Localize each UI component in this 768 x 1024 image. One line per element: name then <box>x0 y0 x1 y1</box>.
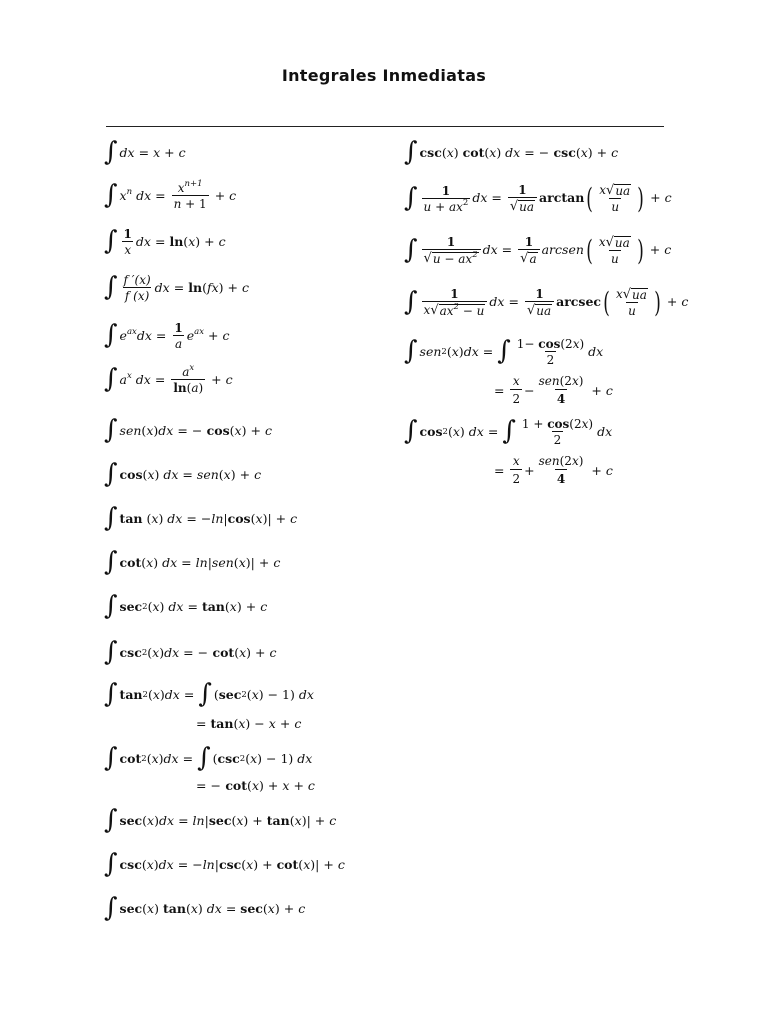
formula-log-derivative: ∫ $\frac{f '(x)}{f (x)}$ dx = ln ( fx ) + c <box>104 272 250 303</box>
divider <box>106 126 664 127</box>
page-title: Integrales Inmediatas <box>281 66 487 85</box>
formula-sen2-result: = $\frac{x}{2}$ − $\frac{\text{sen(2x)}}{4}$ + c <box>494 374 613 406</box>
formula-cos: ∫ cos ( x ) dx = sen ( x ) + c <box>104 459 262 489</box>
formula-dx: ∫ dx = x + c <box>104 137 186 167</box>
formula-tan2: ∫ tan 2 ( x ) dx = ∫ ( sec 2 ( x ) − 1) dx <box>104 679 314 709</box>
formula-csc-cot: ∫ csc ( x ) cot ( x ) dx = − csc ( x ) + c <box>404 137 619 167</box>
formula-exp: ∫ $e^{ax}$ dx = $\frac{1}{a}$ $e^{ax}$ + c <box>104 320 230 351</box>
formula-arctan: ∫ $\frac{1}{u + ax^2}$ dx = 1 √ ua arctan ( x √ ua u ) + c <box>404 181 672 215</box>
formula-sen2: ∫ sen 2 ( x ) dx = ∫ $\frac{1- \cos(2x)}{2}$ dx <box>404 336 604 367</box>
formula-csc: ∫ csc ( x ) dx = − ln | csc ( x ) + cot ( x )| + c <box>104 849 345 879</box>
formula-power: ∫ $x^n$ dx = $\frac{x^{n+1}}{n + 1}$ + c <box>104 179 237 211</box>
formula-tan2-result: = tan ( x ) − x + c <box>196 716 302 731</box>
formula-cot2: ∫ cot 2 ( x ) dx = ∫ ( csc 2 ( x ) − 1) dx <box>104 743 313 773</box>
formula-inverse: ∫ $\frac{1}{x}$ dx = ln ( x ) + c <box>104 226 226 257</box>
formula-cos2-result: = $\frac{x}{2}$ + $\frac{\text{sen(2x)}}{4}$ + c <box>494 454 613 486</box>
formula-cot2-result: = − cot ( x ) + x + c <box>196 778 315 793</box>
formula-ax: ∫ $a^x$ dx = $\frac{a^x}{\ln(a)}$ + c <box>104 363 233 395</box>
formula-tan: ∫ tan ( x ) dx = − ln | cos ( x )| + c <box>104 503 298 533</box>
formula-cot: ∫ cot ( x ) dx = ln | sen ( x )| + c <box>104 547 281 577</box>
formula-cos2: ∫ cos 2 ( x ) dx = ∫ $\frac{1 + \cos(2x)}{2}$ dx <box>404 416 613 447</box>
formula-csc2: ∫ csc 2 ( x ) dx = − cot ( x ) + c <box>104 637 277 667</box>
formula-arcsec: ∫ 1 x √ $ax^2 - u$ dx = 1 √ ua arcsec ( x √ ua u ) + c <box>404 285 689 319</box>
formula-sec-tan: ∫ sec ( x ) tan ( x ) dx = sec ( x ) + c <box>104 893 306 923</box>
formula-sec: ∫ sec ( x ) dx = ln | sec ( x ) + tan ( x )| + c <box>104 805 337 835</box>
formula-sen: ∫ sen ( x ) dx = − cos ( x ) + c <box>104 415 272 445</box>
formula-sec2: ∫ sec 2 ( x ) dx = tan ( x ) + c <box>104 591 268 621</box>
formula-arcsen: ∫ 1 √ $u - ax^2$ dx = 1 √ a arcsen ( x √ ua u ) + c <box>404 233 672 267</box>
